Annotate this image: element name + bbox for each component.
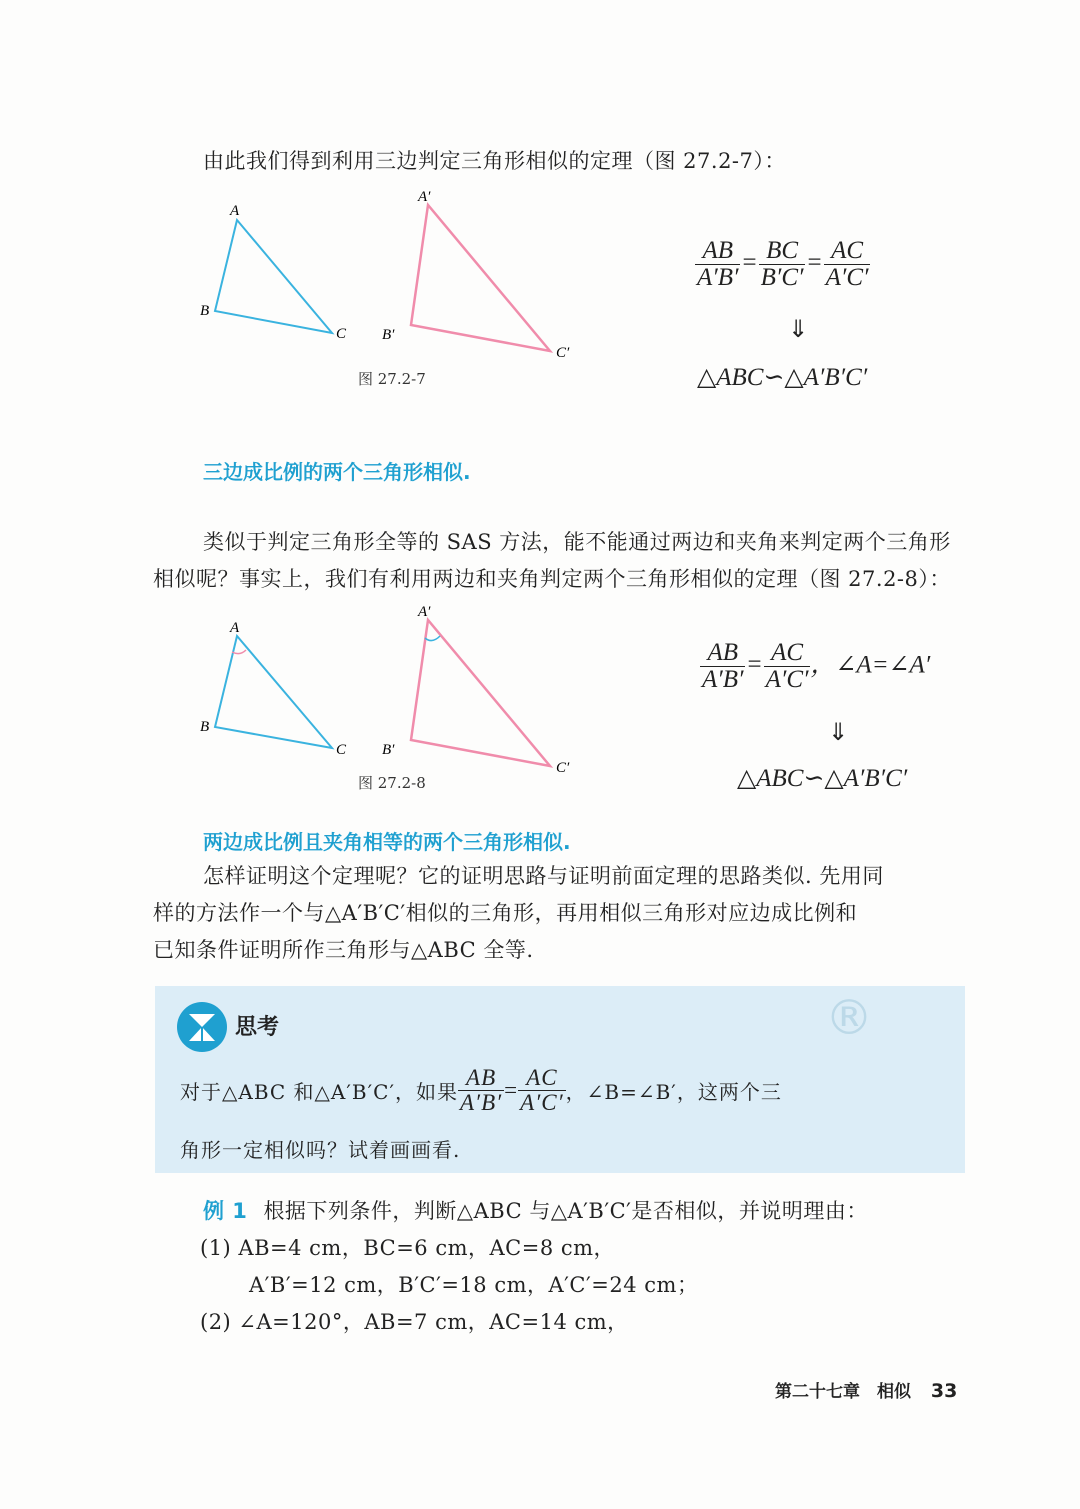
conclusion-1: △ABC∽△A′B′C′ — [697, 364, 868, 391]
page-footer — [775, 1377, 957, 1402]
label-a-prime-2: A′ — [418, 604, 431, 620]
proof-line-2: 样的方法作一个与△A′B′C′相似的三角形，再用相似三角形对应边成比例和 — [153, 901, 858, 925]
label-c-prime-2: C′ — [556, 760, 570, 776]
figure-27-2-7 — [180, 185, 600, 395]
think-fraction-ab: $\frac{AB}{A'B'}$ — [460, 1065, 503, 1116]
fraction-ac-over-a-prime-c-prime: $\frac{AC}{A'C'}$ — [825, 237, 869, 292]
implies-arrow-2: ⇓ — [828, 718, 849, 746]
label-c-2: C — [336, 742, 347, 758]
think-question-line-2: 角形一定相似吗？试着画画看. — [180, 1138, 461, 1162]
implies-arrow-1: ⇓ — [788, 315, 809, 343]
example-header — [153, 1193, 968, 1230]
chapter-title: 第二十七章 相似 — [775, 1382, 911, 1402]
think-question-line-1: 对于△ABC 和△A′B′C′，如果 $\frac{AB}{A'B'}$ = $\frac{AC}{A'C'}$ ，∠B=∠B′，这两个三 — [180, 1065, 782, 1116]
label-c: C — [336, 326, 347, 342]
sas-paragraph — [153, 524, 968, 598]
label-a: A — [230, 203, 240, 219]
triangle-a-prime-b-prime-c-prime — [411, 205, 550, 351]
theorem-sss: 三边成比例的两个三角形相似. — [203, 460, 471, 484]
example-item-1-line-1: (1) AB=4 cm，BC=6 cm，AC=8 cm， — [200, 1236, 616, 1260]
label-b-prime: B′ — [382, 327, 395, 343]
conclusion-2: △ABC∽△A′B′C′ — [737, 765, 908, 792]
example-text: 根据下列条件，判断△ABC 与△A′B′C′是否相似，并说明理由： — [263, 1199, 868, 1223]
label-b-2: B — [200, 719, 210, 735]
label-b: B — [200, 303, 210, 319]
figure2-caption: 图 27.2-8 — [358, 774, 426, 792]
label-a-2: A — [230, 620, 240, 636]
example-item-2: (2) ∠A=120°，AB=7 cm，AC=14 cm， — [200, 1310, 629, 1334]
intro-text: 由此我们得到利用三边判定三角形相似的定理（图 27.2-7）： — [203, 149, 786, 173]
proof-line-3: 已知条件证明所作三角形与△ABC 全等. — [153, 938, 534, 962]
angle-mark-a-prime — [425, 636, 440, 641]
formula-sas: $\frac{AB}{A'B'}$ = $\frac{AC}{A'C'}$ ，∠A=∠A′ — [702, 639, 931, 694]
proof-paragraph — [153, 858, 968, 969]
label-c-prime: C′ — [556, 345, 570, 361]
page-number: 33 — [930, 1380, 958, 1402]
intro-paragraph — [153, 143, 968, 180]
sas-line-1: 类似于判定三角形全等的 SAS 方法，能不能通过两边和夹角来判定两个三角形 — [203, 530, 951, 554]
theorem-sas: 两边成比例且夹角相等的两个三角形相似. — [203, 830, 571, 854]
sas-line-2: 相似呢？事实上，我们有利用两边和夹角判定两个三角形相似的定理（图 27.2-8）： — [153, 567, 951, 591]
example-item-1-line-2: A′B′=12 cm，B′C′=18 cm，A′C′=24 cm； — [249, 1273, 699, 1297]
example-1 — [153, 1193, 968, 1341]
triangle-abc — [215, 220, 332, 333]
figure1-caption: 图 27.2-7 — [358, 370, 426, 388]
fraction-ac-over-a-prime-c-prime-2: $\frac{AC}{A'C'}$ — [765, 639, 809, 694]
label-b-prime-2: B′ — [382, 742, 395, 758]
think-title: 思考 — [235, 1015, 280, 1040]
fraction-ab-over-a-prime-b-prime: $\frac{AB}{A'B'}$ — [697, 237, 739, 292]
formula-sss: $\frac{AB}{A'B'}$ = $\frac{BC}{B'C'}$ = $\frac{AC}{A'C'}$ — [697, 237, 869, 292]
triangle-a-prime-b-prime-c-prime-2 — [411, 620, 550, 766]
think-icon — [175, 1000, 229, 1054]
fraction-bc-over-b-prime-c-prime: $\frac{BC}{B'C'}$ — [760, 237, 804, 292]
think-fraction-ac: $\frac{AC}{A'C'}$ — [520, 1065, 564, 1116]
example-label: 例 1 — [203, 1199, 248, 1223]
registered-mark: ® — [825, 990, 873, 1046]
proof-line-1: 怎样证明这个定理呢？它的证明思路与证明前面定理的思路类似. 先用同 — [203, 864, 884, 888]
angle-condition: ，∠A=∠A′ — [810, 651, 931, 679]
fraction-ab-over-a-prime-b-prime-2: $\frac{AB}{A'B'}$ — [702, 639, 744, 694]
figure-27-2-8 — [180, 600, 600, 780]
label-a-prime: A′ — [418, 189, 431, 205]
